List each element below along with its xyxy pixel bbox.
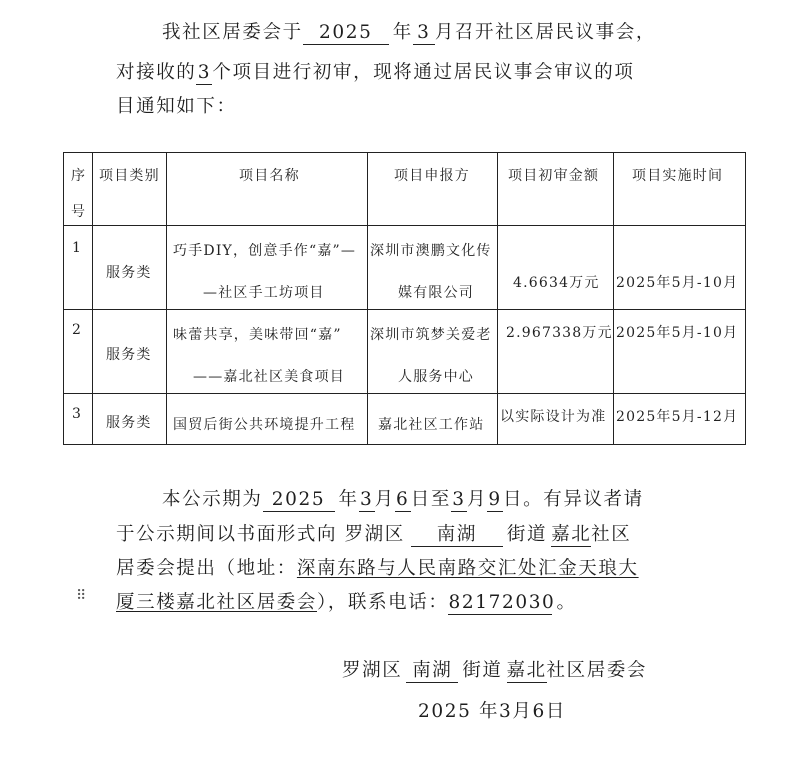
row-no [64,226,93,310]
row-applicant-line2: 人服务中心 [398,369,474,385]
header-category-label: 项目类别 [99,168,160,184]
row-applicant [368,226,498,310]
signature-date-text: 2025 年3月6日 [418,701,567,722]
intro-text: 个项目进行初审，现将通过居民议事会审议的项 [212,62,635,83]
drag-handle-icon[interactable]: ⠿ [76,588,87,604]
notice-start-day: 6 [396,489,410,510]
signature-district: 罗湖区 [342,660,403,681]
project-count: 3 [197,62,212,83]
project-table [63,152,746,445]
row-amount [498,310,614,394]
row-period [614,226,746,310]
row-applicant-line1: 深圳市澳鹏文化传 [370,243,492,259]
header-applicant-label: 项目申报方 [394,168,470,184]
notice-text: 于公示期间以书面形式向 罗湖区 [116,524,405,545]
header-amount-label: 项目初审金额 [508,168,600,184]
row-period [614,310,746,394]
signature-line [342,656,647,683]
notice-line-3 [116,554,639,580]
row-period-value: 2025年5月-12月 [616,409,739,425]
intro-text: 年 [392,22,413,43]
notice-text: 。 [556,592,577,613]
notice-phone: 82172030 [448,592,556,613]
table-header-row [64,153,746,226]
intro-text: 对接收的 [116,62,197,83]
signature-text: 街道 [462,660,503,681]
header-no-bottom: 号 [71,204,87,220]
notice-community: 嘉北 [551,524,592,545]
notice-text: 月 [374,489,395,510]
row-amount [498,394,614,445]
row-name [167,226,368,310]
signature-street: 南湖 [406,660,458,683]
row-name-line2: —社区手工坊项目 [203,285,325,301]
row-no-value: 3 [72,406,83,422]
header-period-label: 项目实施时间 [632,168,724,184]
intro-text: 我社区居委会于 [162,22,303,43]
row-category-value: 服务类 [106,347,152,363]
meeting-month: 3 [413,22,435,45]
notice-text: 街道 [506,524,548,545]
notice-address-cont: 厦三楼嘉北社区居委会 [116,592,318,613]
signature-date [418,697,566,723]
notice-text: 居委会提出（地址： [116,558,297,579]
notice-line-2 [116,520,631,547]
row-name [167,394,368,445]
notice-end-day: 9 [488,489,502,510]
notice-text: ），联系电话： [317,592,449,613]
row-category [93,226,167,310]
row-category-value: 服务类 [106,265,152,281]
row-amount [498,226,614,310]
notice-text: 日。有异议者请 [503,489,644,510]
row-applicant-line2: 媒有限公司 [398,285,474,301]
notice-line-1 [162,485,644,512]
row-period [614,394,746,445]
header-amount [498,153,614,226]
row-no-value: 2 [72,322,83,338]
notice-text: 日至 [410,489,451,510]
intro-line-2 [116,58,635,85]
row-name-line1: 国贸后街公共环境提升工程 [173,417,356,433]
header-category [93,153,167,226]
notice-start-month: 3 [359,489,374,510]
signature-community: 嘉北 [506,660,547,681]
row-period-value: 2025年5月-10月 [616,275,739,291]
table-row [64,394,746,445]
notice-text: 社区 [591,524,632,545]
row-name-line1: 味蕾共享，美味带回“嘉” [173,327,342,343]
intro-line-3 [116,92,237,118]
notice-address: 深南东路与人民南路交汇处汇金天琅大 [296,558,639,579]
row-amount-value: 2.967338万元 [506,325,613,341]
notice-end-month: 3 [452,489,466,510]
notice-street: 南湖 [411,524,503,547]
row-no [64,394,93,445]
row-amount-value: 以实际设计为准 [500,409,607,425]
header-no-top: 序 [71,168,87,184]
header-no [64,153,93,226]
row-category-value: 服务类 [106,415,152,431]
table-row [64,310,746,394]
intro-line-1 [162,18,656,45]
row-applicant-line1: 深圳市筑梦关爱老 [370,327,492,343]
row-name-line2: ——嘉北社区美食项目 [193,369,345,385]
row-period-value: 2025年5月-10月 [616,325,739,341]
row-no-value: 1 [72,240,83,256]
header-name [167,153,368,226]
intro-text: 目通知如下： [116,96,237,117]
row-applicant [368,310,498,394]
meeting-year: 2025 [303,22,389,45]
row-category [93,310,167,394]
intro-text: 月召开社区居民议事会， [434,22,656,43]
row-applicant-line1: 嘉北社区工作站 [378,417,485,433]
row-amount-value: 4.6634万元 [513,275,600,291]
header-period [614,153,746,226]
row-no [64,310,93,394]
row-category [93,394,167,445]
table-row [64,226,746,310]
row-name [167,310,368,394]
notice-year: 2025 [263,489,335,512]
notice-text: 月 [466,489,488,510]
notice-text: 本公示期为 [162,489,263,510]
signature-text: 社区居委会 [546,660,648,681]
header-applicant [368,153,498,226]
notice-text: 年 [338,489,359,510]
header-name-label: 项目名称 [239,168,300,184]
row-name-line1: 巧手DIY，创意手作“嘉”— [173,243,357,259]
notice-line-4 [116,588,577,615]
row-applicant [368,394,498,445]
